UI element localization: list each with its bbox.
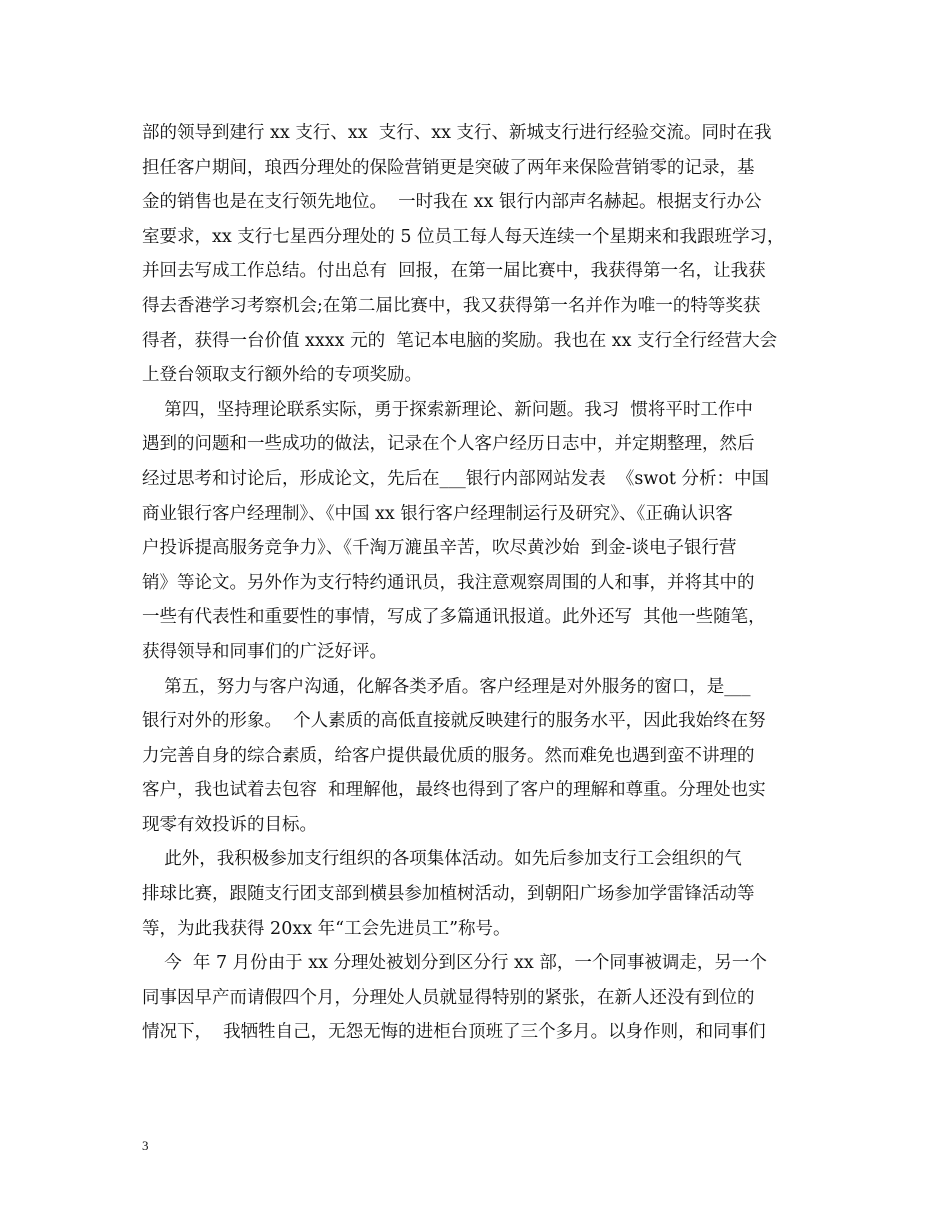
text-line: 客户，我也试着去包容 和理解他，最终也得到了客户的理解和尊重。分理处也实: [142, 780, 766, 801]
text-line: 排球比赛，跟随支行团支部到横县参加植树活动，到朝阳广场参加学雷锋活动等: [142, 884, 755, 905]
text-line: 同事因早产而请假四个月，分理处人员就显得特别的紧张，在新人还没有到位的: [142, 987, 755, 1008]
text-line: 上登台领取支行额外给的专项奖励。: [142, 365, 422, 386]
body-text: [142, 116, 814, 1050]
page-number: 3: [142, 1138, 149, 1153]
text-line: 等，为此我获得 20xx 年“工会先进员工”称号。: [142, 918, 511, 939]
text-line: 得去香港学习考察机会;在第二届比赛中，我又获得第一名并作为唯一的特等奖获: [142, 295, 761, 316]
text-line: 今 年 7 月份由于 xx 分理处被划分到区分行 xx 部，一个同事被调走，另一个: [142, 953, 767, 974]
text-line: 室要求，xx 支行七星西分理处的 5 位员工每人每天连续一个星期来和我跟班学习，: [142, 226, 785, 247]
text-line: 获得领导和同事们的广泛好评。: [142, 641, 387, 662]
text-line: 金的销售也是在支行领先地位。 一时我在 xx 银行内部声名赫起。根据支行办公: [142, 192, 762, 213]
text-line: 第五，努力与客户沟通，化解各类矛盾。客户经理是对外服务的窗口，是___: [142, 676, 751, 697]
text-line: 现零有效投诉的目标。: [142, 814, 317, 835]
text-line: 商业银行客户经理制》、《中国 xx 银行客户经理制运行及研究》、《正确认识客: [142, 503, 733, 524]
text-line: 经过思考和讨论后，形成论文，先后在___银行内部网站发表 《swot 分析：中国: [142, 468, 769, 489]
text-line: 情况下， 我牺牲自己，无怨无悔的进柜台顶班了三个多月。以身作则，和同事们: [142, 1022, 766, 1043]
text-line: 此外，我积极参加支行组织的各项集体活动。如先后参加支行工会组织的气: [142, 849, 742, 870]
text-line: 遇到的问题和一些成功的做法，记录在个人客户经历日志中，并定期整理，然后: [142, 434, 755, 455]
text-line: 力完善自身的综合素质，给客户提供最优质的服务。然而难免也遇到蛮不讲理的: [142, 745, 755, 766]
text-line: 一些有代表性和重要性的事情，写成了多篇通讯报道。此外还写 其他一些随笔，: [142, 607, 766, 628]
text-line: 并回去写成工作总结。付出总有 回报，在第一届比赛中，我获得第一名，让我获: [142, 261, 766, 282]
text-line: 银行对外的形象。 个人素质的高低直接就反映建行的服务水平，因此我始终在努: [142, 711, 766, 732]
text-line: 销》等论文。另外作为支行特约通讯员，我注意观察周围的人和事，并将其中的: [142, 572, 755, 593]
text-line: 担任客户期间，琅西分理处的保险营销更是突破了两年来保险营销零的记录，基: [142, 157, 755, 178]
text-line: 户投诉提高服务竞争力》、《千淘万漉虽辛苦，吹尽黄沙始 到金-谈电子银行营: [142, 538, 737, 559]
text-line: 第四，坚持理论联系实际，勇于探索新理论、新问题。我习 惯将平时工作中: [142, 399, 753, 420]
text-line: 得者，获得一台价值 xxxx 元的 笔记本电脑的奖励。我也在 xx 支行全行经营大会: [142, 330, 778, 351]
text-line: 部的领导到建行 xx 支行、xx 支行、xx 支行、新城支行进行经验交流。同时在我: [142, 123, 772, 143]
